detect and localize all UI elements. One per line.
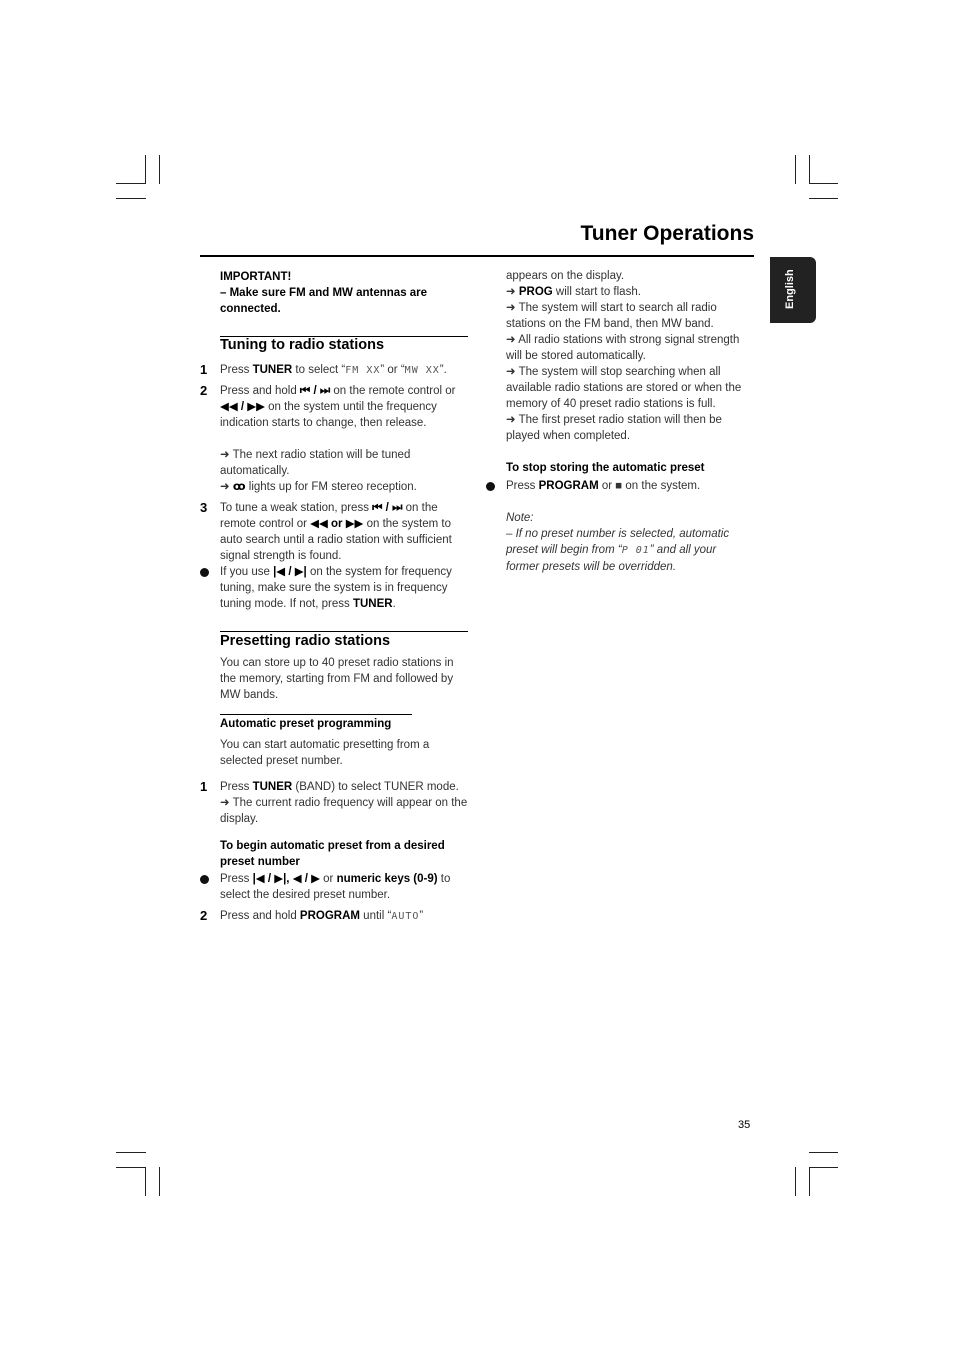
- tuning-heading: Tuning to radio stations: [220, 337, 385, 353]
- crop-mark: [145, 1167, 146, 1196]
- stop-preset-step: Press PROGRAM or ■ on the system.: [506, 480, 701, 492]
- auto-preset-intro: You can start automatic presetting from a selected preset number.: [220, 739, 430, 767]
- crop-mark: [159, 155, 160, 184]
- result-search: ➜ The system will start to search all radio stations on the FM band, then MW band.: [506, 302, 717, 330]
- result-stored: ➜ All radio stations with strong signal strength will be stored automatically.: [506, 334, 740, 362]
- page-number: 35: [738, 1119, 751, 1131]
- tuning-tip: If you use |◀ / ▶| on the system for frequency tuning, make sure the system is in frequency tuning mode. If not, press TUNER.: [220, 566, 452, 610]
- language-tab-label: English: [784, 269, 796, 309]
- important-title: IMPORTANT!: [220, 271, 292, 283]
- step-number: 1: [200, 362, 208, 377]
- auto-preset-heading: Automatic preset programming: [220, 718, 392, 730]
- crop-mark: [116, 1167, 146, 1168]
- tuning-step-2-result-1: ➜ The next radio station will be tuned automatically.: [220, 449, 411, 477]
- note-title: Note:: [506, 512, 534, 524]
- result-prog-flash: ➜ PROG will start to flash.: [506, 286, 641, 298]
- crop-mark: [795, 1167, 796, 1196]
- section-rule: [220, 631, 468, 632]
- language-tab: [770, 257, 816, 323]
- result-first-preset: ➜ The first preset radio station will then be played when completed.: [506, 414, 722, 442]
- bullet-icon: [200, 568, 209, 577]
- step-number: 3: [200, 500, 208, 515]
- begin-preset-heading: To begin automatic preset from a desired preset number: [220, 840, 445, 868]
- note-text: – If no preset number is selected, automatic preset will begin from “P 01” and all your former presets will be overridden.: [506, 528, 730, 573]
- step-number: 1: [200, 779, 208, 794]
- crop-mark: [809, 1167, 838, 1168]
- begin-preset-step: Press |◀ / ▶|, ◀ / ▶ or numeric keys (0-9) to select the desired preset number.: [220, 873, 451, 901]
- subsection-rule: [220, 714, 412, 715]
- preset-step-1: Press TUNER (BAND) to select TUNER mode.: [220, 781, 459, 793]
- crop-mark: [809, 1167, 810, 1196]
- tuning-step-2: Press and hold ⏮ / ⏭ on the remote control or ◀◀ / ▶▶ on the system until the frequency indication starts to change, then release.: [220, 385, 456, 429]
- bullet-icon: [486, 482, 495, 491]
- crop-mark: [116, 198, 146, 199]
- tuning-step-1: Press TUNER to select “FM XX” or “MW XX”.: [220, 364, 447, 376]
- continuation-text: appears on the display.: [506, 270, 625, 282]
- crop-mark: [116, 183, 146, 184]
- bullet-icon: [200, 875, 209, 884]
- presetting-intro: You can store up to 40 preset radio stations in the memory, starting from FM and followed by MW bands.: [220, 657, 454, 701]
- page-title: Tuner Operations: [580, 222, 754, 245]
- important-text: – Make sure FM and MW antennas are connected.: [220, 287, 428, 315]
- crop-mark: [159, 1167, 160, 1196]
- step-number: 2: [200, 908, 208, 923]
- stereo-icon: ꝏ: [232, 481, 246, 493]
- crop-mark: [145, 155, 146, 184]
- crop-mark: [809, 1152, 838, 1153]
- preset-step-2: Press and hold PROGRAM until “AUTO”: [220, 910, 424, 922]
- crop-mark: [809, 155, 810, 184]
- crop-mark: [809, 183, 838, 184]
- result-stop: ➜ The system will stop searching when all available radio stations are stored or when the memory of 40 preset radio stations is full.: [506, 366, 742, 410]
- tuning-step-3: To tune a weak station, press ⏮ / ⏭ on the remote control or ◀◀ or ▶▶ on the system to auto search until a radio station with sufficient signal strength is found.: [220, 502, 452, 562]
- presetting-heading: Presetting radio stations: [220, 633, 391, 649]
- crop-mark: [809, 198, 838, 199]
- title-rule: [200, 255, 754, 257]
- step-number: 2: [200, 383, 208, 398]
- crop-mark: [116, 1152, 146, 1153]
- preset-step-1-result: ➜ The current radio frequency will appear on the display.: [220, 797, 468, 825]
- tuning-step-2-result-2: ➜ ꝏ lights up for FM stereo reception.: [220, 481, 417, 493]
- crop-mark: [795, 155, 796, 184]
- stop-preset-heading: To stop storing the automatic preset: [506, 462, 705, 474]
